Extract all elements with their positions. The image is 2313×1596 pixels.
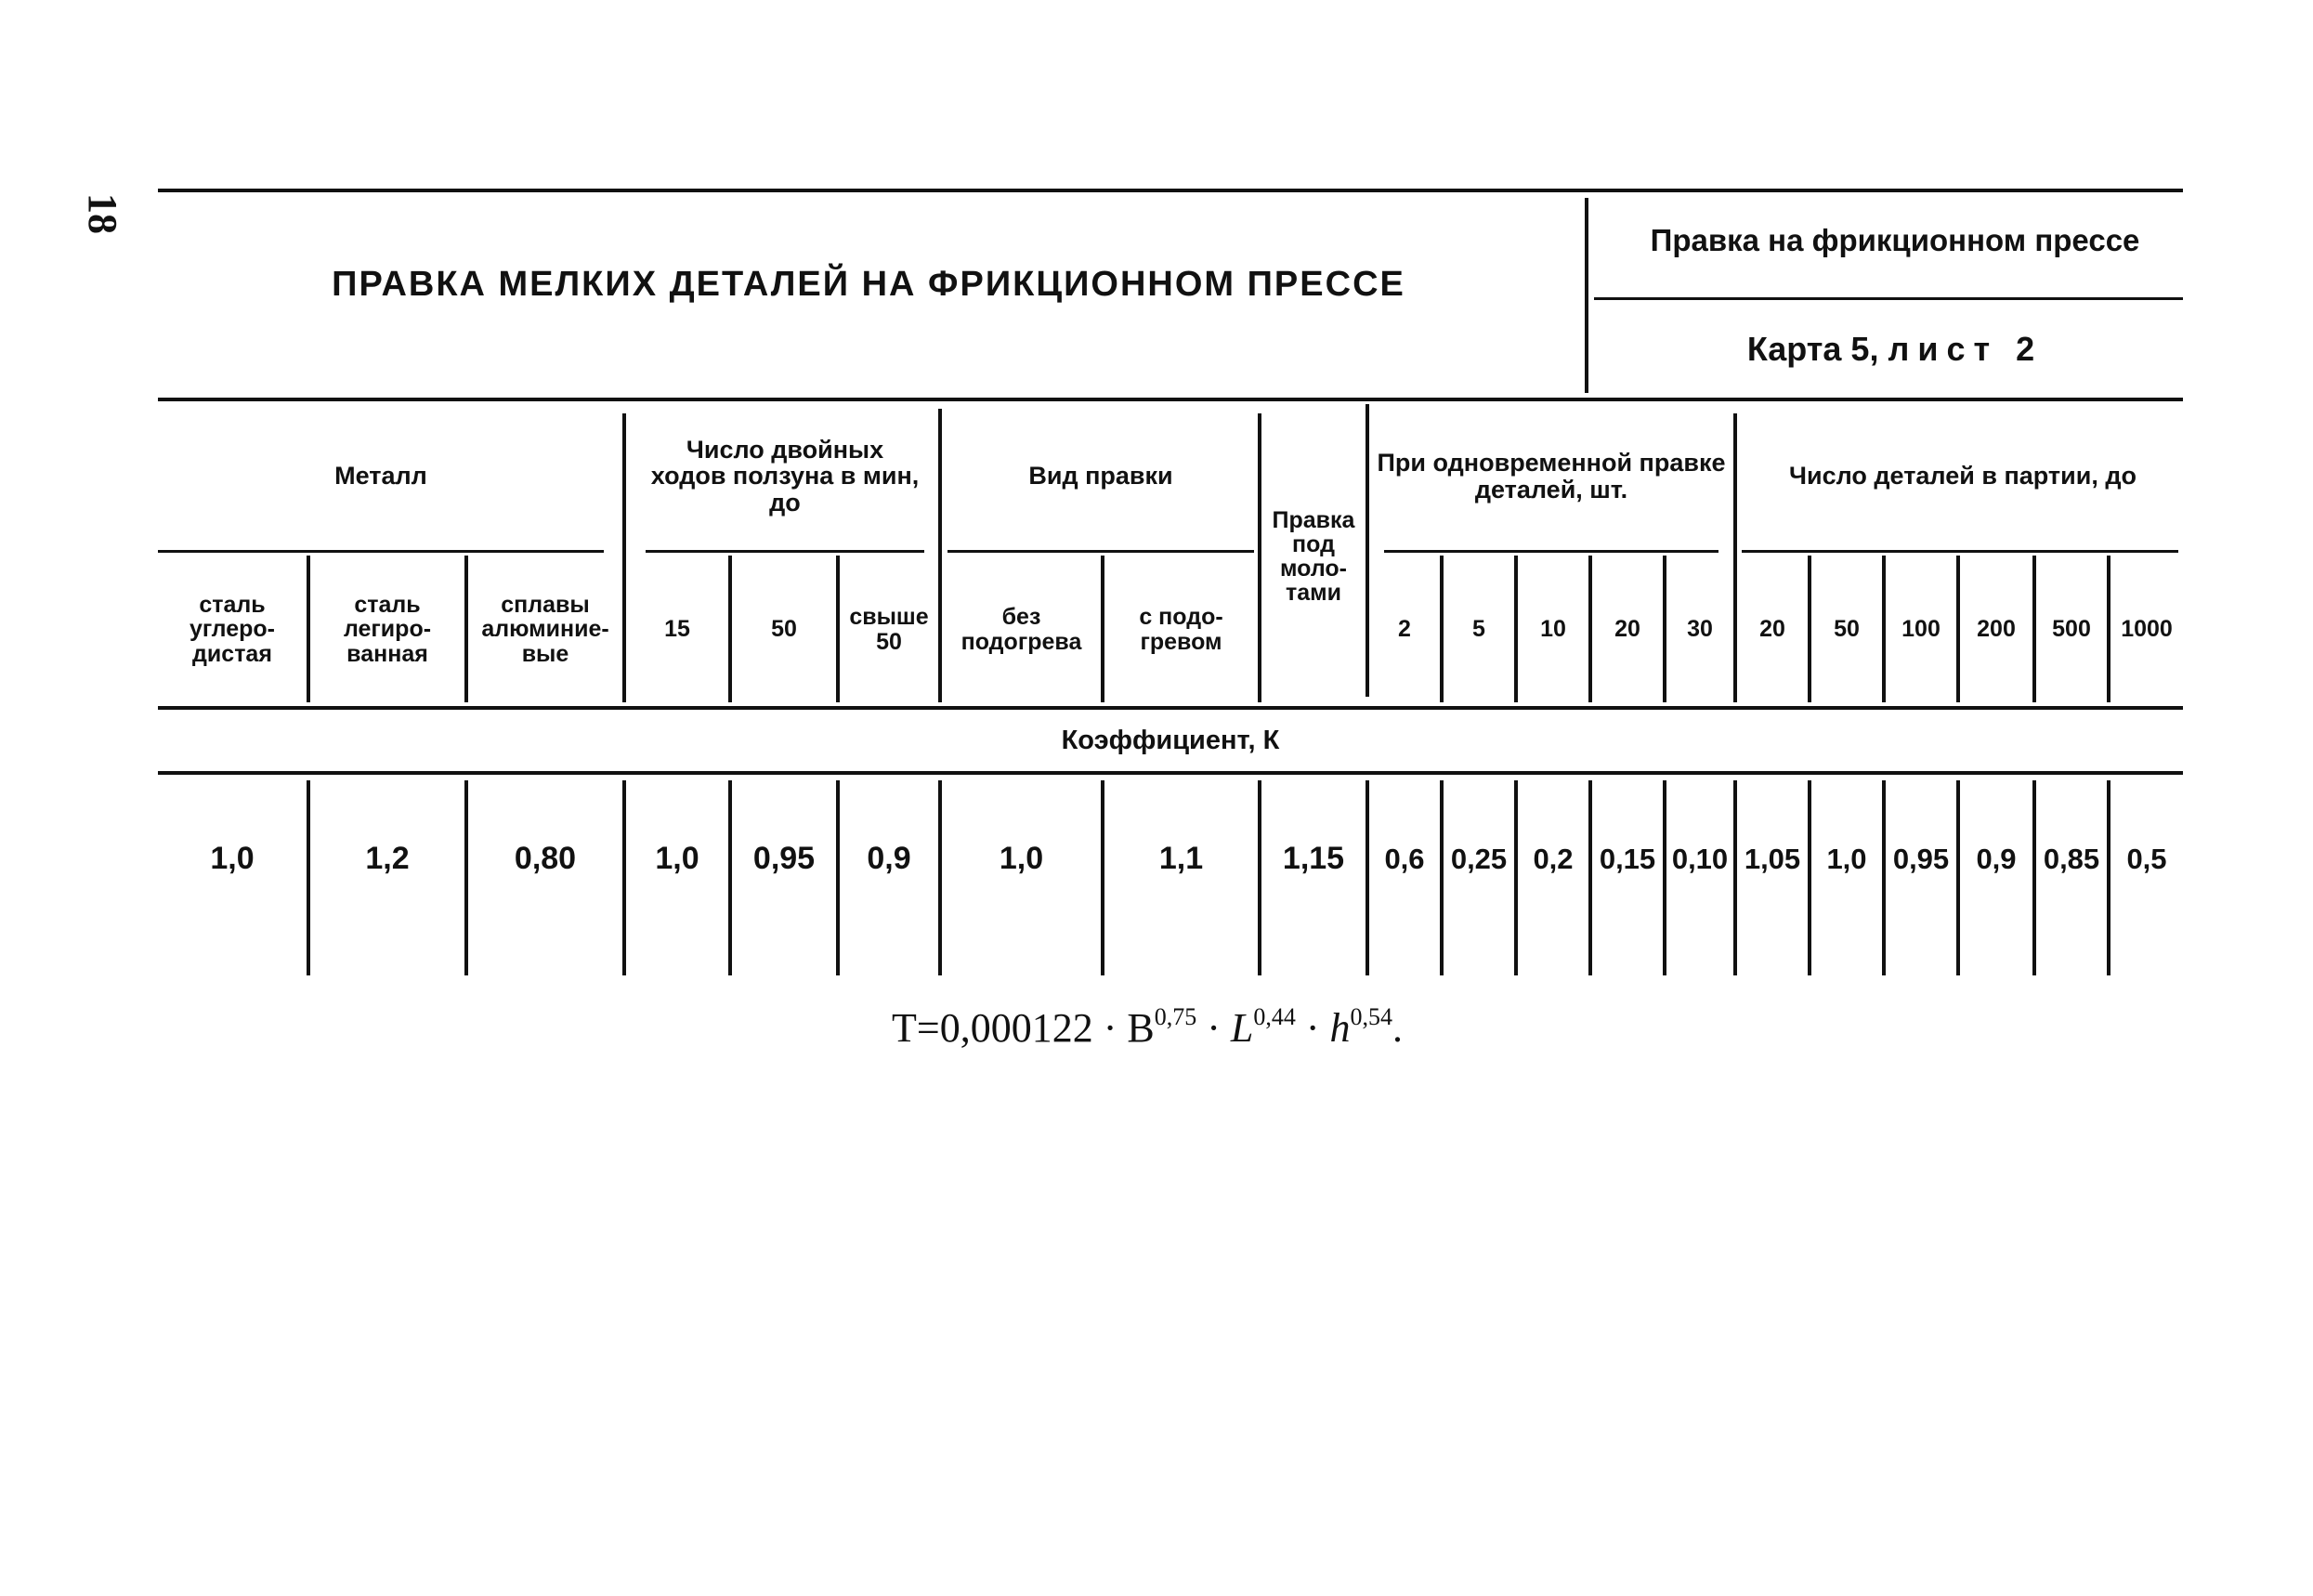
header-bottom-rule <box>158 398 2183 401</box>
value-cell: 0,5 <box>2126 842 2167 875</box>
simultaneous-subheader-rule <box>1384 550 1718 553</box>
subheader-batch-20: 20 <box>1759 616 1785 643</box>
value-cell: 1,05 <box>1744 842 1801 875</box>
table-subheader-rule <box>158 550 604 553</box>
subheader-without-heating: без подогрева <box>960 604 1082 655</box>
subheader-aluminium-alloys: сплавы алюминие-вые <box>481 592 609 667</box>
value-cell: 0,9 <box>1976 842 2017 875</box>
formula-lhs: T=0,000122 · B <box>892 1005 1155 1051</box>
coefficient-rule <box>158 771 2183 775</box>
card-label: Карта 5, <box>1746 330 1879 368</box>
card-sheet-label <box>1598 330 2192 369</box>
group-header-simultaneous: При одновременной правке деталей, шт. <box>1377 449 1726 504</box>
subheader-batch-50: 50 <box>1834 616 1860 643</box>
operation-title: Правка на фрикционном прессе <box>1650 223 2140 257</box>
group-header-batch: Число деталей в партии, до <box>1789 462 2137 491</box>
subheader-simultaneous-5: 5 <box>1472 616 1485 643</box>
formula-exponent-b: 0,75 <box>1154 1003 1197 1030</box>
subheader-simultaneous-10: 10 <box>1540 616 1566 643</box>
batch-subheader-rule <box>1742 550 2178 553</box>
value-cell: 0,6 <box>1384 842 1425 875</box>
value-cell: 1,0 <box>999 841 1044 877</box>
header-divider <box>1585 198 1588 393</box>
subheader-batch-100: 100 <box>1901 616 1941 643</box>
subheader-strokes-50: 50 <box>771 616 797 643</box>
formula-end: . <box>1392 1005 1403 1051</box>
value-cell: 0,95 <box>752 841 816 877</box>
time-formula <box>892 1003 1468 1052</box>
value-cell: 1,2 <box>365 841 410 877</box>
formula-dot: · <box>1295 1005 1330 1051</box>
subheader-strokes-15: 15 <box>664 616 690 643</box>
type-subheader-rule <box>947 550 1254 553</box>
subheader-strokes-over-50: свыше 50 <box>849 604 929 655</box>
value-cell: 0,80 <box>514 841 577 877</box>
strokes-subheader-rule <box>646 550 924 553</box>
subheader-simultaneous-30: 30 <box>1687 616 1713 643</box>
value-cell: 1,0 <box>210 841 255 877</box>
formula-exponent-l: 0,44 <box>1253 1003 1296 1030</box>
value-cell: 0,15 <box>1599 842 1656 875</box>
value-cell: 0,95 <box>1892 842 1950 875</box>
page-number: 18 <box>80 193 125 234</box>
value-cell: 0,85 <box>2043 842 2100 875</box>
header-end-rule <box>158 706 2183 710</box>
coefficient-label: Коэффициент, К <box>1061 725 1280 755</box>
subheader-simultaneous-20: 20 <box>1614 616 1640 643</box>
box-divider <box>1594 297 2183 300</box>
formula-var-h: h <box>1329 1005 1351 1051</box>
formula-exponent-h: 0,54 <box>1350 1003 1392 1030</box>
page-title: ПРАВКА МЕЛКИХ ДЕТАЛЕЙ НА ФРИКЦИОННОМ ПРЕССЕ <box>332 265 1405 304</box>
value-cell: 1,0 <box>1826 842 1867 875</box>
value-cell: 1,15 <box>1282 841 1345 877</box>
value-cell: 1,0 <box>655 841 699 877</box>
subheader-simultaneous-2: 2 <box>1398 616 1411 643</box>
top-rule <box>158 189 2183 192</box>
value-cell: 0,10 <box>1671 842 1729 875</box>
subheader-alloy-steel: сталь легиро-ванная <box>343 592 432 667</box>
group-divider <box>1258 413 1261 702</box>
subheader-carbon-steel: сталь углеро-дистая <box>189 592 276 667</box>
subheader-batch-200: 200 <box>1977 616 2016 643</box>
value-cell: 0,9 <box>867 841 911 877</box>
subheader-with-heating: с подо-гревом <box>1139 604 1223 655</box>
sheet-label: лист 2 <box>1888 330 2044 368</box>
subheader-batch-1000: 1000 <box>2121 616 2173 643</box>
value-cell: 1,1 <box>1158 841 1204 877</box>
subheader-batch-500: 500 <box>2052 616 2091 643</box>
value-cell: 0,25 <box>1450 842 1508 875</box>
group-header-metal: Металл <box>334 462 427 491</box>
value-cell: 0,2 <box>1533 842 1574 875</box>
group-header-hammer: Правка под моло-тами <box>1272 506 1355 607</box>
group-header-strokes: Число двойных ходов ползуна в мин, до <box>650 435 920 517</box>
formula-dot: · <box>1196 1005 1231 1051</box>
formula-var-l: L <box>1230 1005 1254 1051</box>
group-header-straightening-type: Вид правки <box>1028 462 1173 491</box>
